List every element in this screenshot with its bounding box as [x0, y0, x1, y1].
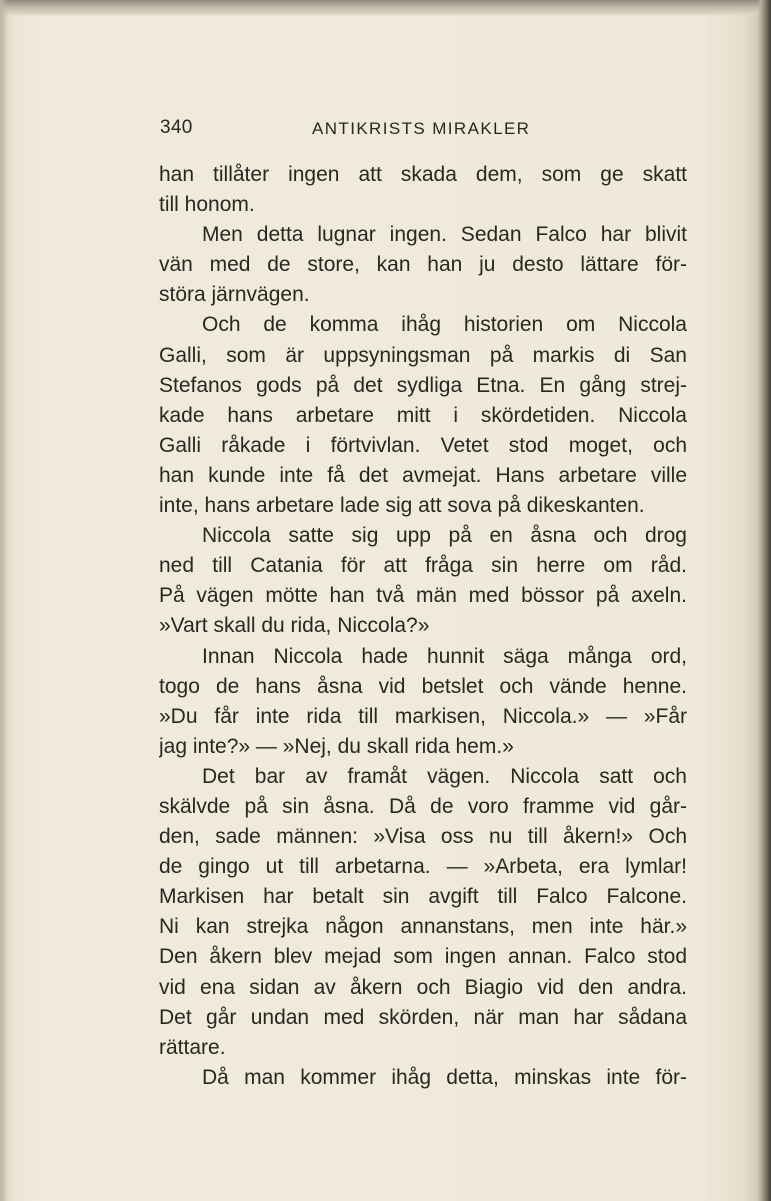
text-line: Det bar av framåt vägen. Niccola satt och — [202, 764, 687, 788]
page-left-edge — [0, 0, 8, 1201]
page-top-edge — [0, 0, 771, 16]
text-line: Galli råkade i förtvivlan. Vetet stod moget, och — [159, 433, 687, 457]
text-line: »Vart skall du rida, Niccola?» — [159, 614, 430, 638]
text-line: vän med de store, kan han ju desto lättare för- — [159, 253, 687, 277]
text-line: skälvde på sin åsna. Då de voro framme vid går- — [159, 794, 687, 818]
running-title: ANTIKRISTS MIRAKLER — [312, 119, 531, 138]
text-line: togo de hans åsna vid betslet och vände henne. — [159, 674, 687, 698]
body-text — [159, 160, 687, 1093]
page-number: 340 — [160, 117, 193, 138]
text-line: Niccola satte sig upp på en åsna och drog — [202, 524, 687, 548]
text-line: jag inte?» — »Nej, du skall rida hem.» — [159, 734, 514, 758]
text-line: inte, hans arbetare lade sig att sova på dikeskanten. — [159, 494, 645, 518]
text-line: vid ena sidan av åkern och Biagio vid den andra. — [159, 975, 687, 999]
text-line: Galli, som är uppsyningsman på markis di San — [159, 343, 687, 367]
text-line: ned till Catania för att fråga sin herre om råd. — [159, 554, 687, 578]
text-line: Det går undan med skörden, när man har sådana — [159, 1005, 687, 1029]
text-line: till honom. — [159, 193, 255, 217]
text-line: de gingo ut till arbetarna. — »Arbeta, era lymlar! — [159, 855, 687, 879]
text-line: Då man kommer ihåg detta, minskas inte för- — [202, 1065, 687, 1089]
text-line: »Du får inte rida till markisen, Niccola.» — »Får — [159, 704, 687, 728]
text-line: På vägen mötte han två män med bössor på axeln. — [159, 584, 687, 608]
text-line: störa järnvägen. — [159, 283, 310, 307]
text-line: rättare. — [159, 1035, 226, 1059]
text-line: han kunde inte få det avmejat. Hans arbetare ville — [159, 463, 687, 487]
text-line: Markisen har betalt sin avgift till Falco Falcone. — [159, 885, 687, 909]
text-line: den, sade männen: »Visa oss nu till åkern!» Och — [159, 825, 687, 849]
page-right-edge — [757, 0, 771, 1201]
text-line: Innan Niccola hade hunnit säga många ord, — [202, 644, 687, 668]
running-header — [160, 117, 688, 143]
text-line: han tillåter ingen att skada dem, som ge skatt — [159, 163, 687, 186]
text-line: Men detta lugnar ingen. Sedan Falco har blivit — [202, 223, 687, 247]
text-line: Och de komma ihåg historien om Niccola — [202, 313, 687, 337]
text-line: Den åkern blev mejad som ingen annan. Falco stod — [159, 945, 687, 969]
text-line: kade hans arbetare mitt i skördetiden. Niccola — [159, 403, 687, 427]
text-line: Stefanos gods på det sydliga Etna. En gång strej- — [159, 373, 687, 397]
text-line: Ni kan strejka någon annanstans, men inte här.» — [159, 915, 687, 939]
